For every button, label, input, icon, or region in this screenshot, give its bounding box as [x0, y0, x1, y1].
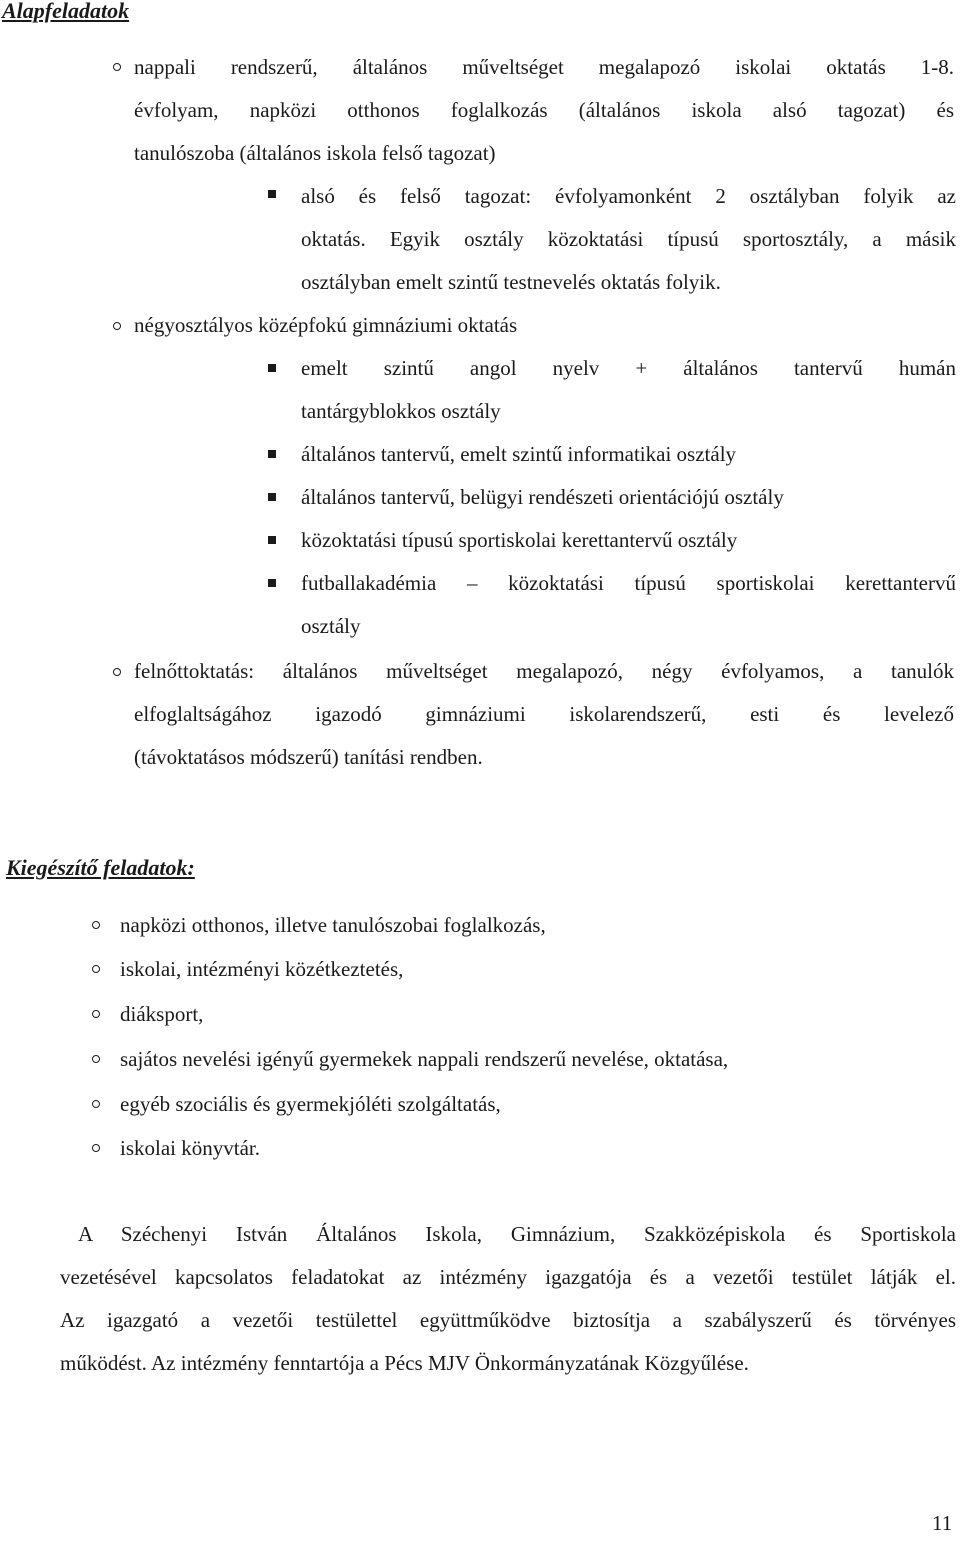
bullet-2-sub-2: általános tantervű, emelt szintű informatikai osztály [301, 442, 737, 466]
list-item: sajátos nevelési igényű gyermekek nappali rendszerű nevelése, oktatása, [120, 1047, 729, 1071]
bullet-1-sub-line-2: oktatás. Egyik osztály közoktatási típusú sportosztály, a másik [301, 227, 956, 251]
bullet-3-line-2: elfoglaltságához igazodó gimnáziumi iskolarendszerű, esti és levelező [134, 702, 954, 726]
bullet-circle-icon [92, 1100, 100, 1108]
bullet-circle-icon [92, 1010, 100, 1018]
bullet-1-line-1: nappali rendszerű, általános műveltséget megalapozó iskolai oktatás 1-8. [134, 55, 954, 79]
bullet-1-sub-line-1: alsó és felső tagozat: évfolyamonként 2 osztályban folyik az [301, 184, 956, 208]
bullet-3-line-1: felnőttoktatás: általános műveltséget megalapozó, négy évfolyamos, a tanulók [134, 659, 954, 683]
bullet-2-sub-1-line-2: tantárgyblokkos osztály [301, 399, 501, 423]
bullet-square-icon [268, 579, 276, 587]
bullet-square-icon [268, 450, 276, 458]
bullet-circle-icon [113, 322, 121, 330]
page-number: 11 [932, 1511, 953, 1535]
list-item: iskolai könyvtár. [120, 1136, 260, 1160]
bullet-square-icon [268, 493, 276, 501]
list-item: egyéb szociális és gyermekjóléti szolgáltatás, [120, 1092, 501, 1116]
bullet-square-icon [268, 364, 276, 372]
paragraph-line-1: A Széchenyi István Általános Iskola, Gimnázium, Szakközépiskola és Sportiskola [78, 1222, 956, 1246]
paragraph-line-2: vezetésével kapcsolatos feladatokat az intézmény igazgatója és a vezetői testület látják el. [60, 1265, 956, 1289]
list-item: iskolai, intézményi közétkeztetés, [120, 957, 404, 981]
bullet-2-sub-3: általános tantervű, belügyi rendészeti orientációjú osztály [301, 485, 784, 509]
section-heading-kiegeszito: Kiegészítő feladatok: [6, 855, 195, 880]
bullet-2-sub-1-line-1: emelt szintű angol nyelv + általános tantervű humán [301, 356, 956, 380]
bullet-circle-icon [113, 63, 121, 71]
bullet-circle-icon [92, 921, 100, 929]
bullet-2-sub-5-line-1: futballakadémia – közoktatási típusú sportiskolai kerettantervű [301, 571, 956, 595]
bullet-circle-icon [92, 1055, 100, 1063]
bullet-circle-icon [92, 1144, 100, 1152]
bullet-2-line-1: négyosztályos középfokú gimnáziumi oktatás [134, 313, 518, 337]
list-item: napközi otthonos, illetve tanulószobai foglalkozás, [120, 913, 546, 937]
bullet-2-sub-5-line-2: osztály [301, 614, 361, 638]
list-item: diáksport, [120, 1002, 204, 1026]
bullet-3-line-3: (távoktatásos módszerű) tanítási rendben. [134, 745, 483, 769]
section-heading-alapfeladatok: Alapfeladatok [2, 0, 130, 23]
bullet-circle-icon [113, 668, 121, 676]
paragraph-line-3: Az igazgató a vezetői testülettel együttműködve biztosítja a szabályszerű és törvényes [60, 1308, 956, 1332]
bullet-1-sub-line-3: osztályban emelt szintű testnevelés oktatás folyik. [301, 270, 721, 294]
bullet-square-icon [268, 536, 276, 544]
bullet-1-line-2: évfolyam, napközi otthonos foglalkozás (általános iskola alsó tagozat) és [134, 98, 954, 122]
bullet-2-sub-4: közoktatási típusú sportiskolai kerettantervű osztály [301, 528, 738, 552]
paragraph-line-4: működést. Az intézmény fenntartója a Pécs MJV Önkormányzatának Közgyűlése. [60, 1351, 749, 1375]
bullet-square-icon [268, 190, 276, 198]
bullet-1-line-3: tanulószoba (általános iskola felső tagozat) [134, 141, 496, 165]
bullet-circle-icon [92, 965, 100, 973]
